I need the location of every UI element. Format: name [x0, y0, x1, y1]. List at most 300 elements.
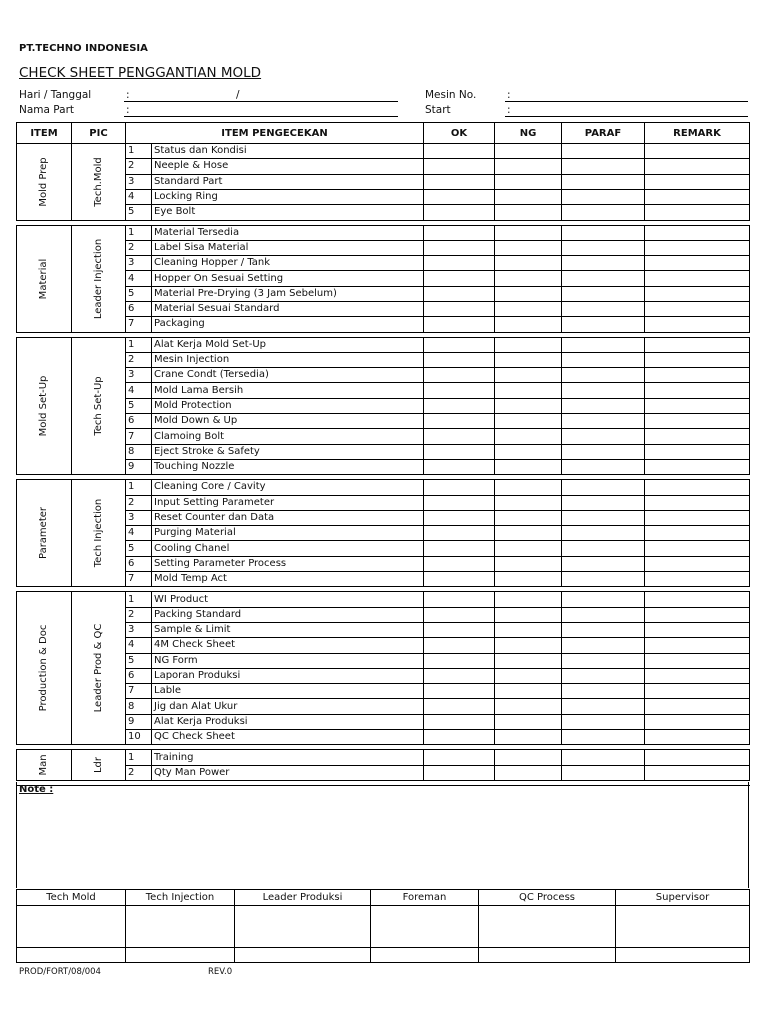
group-pic-label: Leader Injection: [92, 238, 104, 319]
check-item-label: Setting Parameter Process: [152, 556, 424, 571]
row-number: 5: [126, 541, 152, 556]
remark-cell[interactable]: [645, 159, 750, 174]
remark-cell[interactable]: [645, 750, 750, 765]
remark-cell[interactable]: [645, 429, 750, 444]
start-label: Start: [425, 104, 451, 116]
checklist-table-wrap: [16, 122, 749, 786]
sig-box-tech-injection[interactable]: [126, 906, 235, 948]
sig-box-leader-produksi[interactable]: [235, 906, 371, 948]
row-number: 4: [126, 526, 152, 541]
col-pic: PIC: [72, 123, 126, 144]
table-row: [17, 225, 750, 240]
paraf-cell[interactable]: [562, 271, 645, 286]
ok-cell[interactable]: [424, 174, 495, 189]
remark-cell[interactable]: [645, 668, 750, 683]
paraf-cell[interactable]: [562, 429, 645, 444]
ok-cell[interactable]: [424, 765, 495, 780]
paraf-cell[interactable]: [562, 189, 645, 204]
table-row: [17, 653, 750, 668]
group-item-label: Parameter: [38, 507, 49, 560]
remark-cell[interactable]: [645, 368, 750, 383]
group-item-cell: [17, 750, 72, 781]
ok-cell[interactable]: [424, 556, 495, 571]
row-number: 6: [126, 301, 152, 316]
ok-cell[interactable]: [424, 286, 495, 301]
hari-tanggal-field[interactable]: [124, 101, 398, 102]
ng-cell[interactable]: [495, 730, 562, 745]
sig-title-tech-mold: Tech Mold: [17, 890, 126, 906]
row-number: 7: [126, 572, 152, 587]
nama-part-colon: :: [126, 104, 130, 116]
table-row: [17, 256, 750, 271]
remark-cell[interactable]: [645, 730, 750, 745]
table-header-row: [17, 123, 750, 144]
ng-cell[interactable]: [495, 398, 562, 413]
ng-cell[interactable]: [495, 383, 562, 398]
ok-cell[interactable]: [424, 459, 495, 474]
date-slash: /: [236, 89, 240, 101]
ok-cell[interactable]: [424, 352, 495, 367]
ok-cell[interactable]: [424, 256, 495, 271]
ng-cell[interactable]: [495, 144, 562, 159]
ok-cell[interactable]: [424, 607, 495, 622]
ok-cell[interactable]: [424, 510, 495, 525]
check-item-label: Material Sesuai Standard: [152, 301, 424, 316]
table-row: [17, 714, 750, 729]
row-number: 5: [126, 205, 152, 220]
table-row: [17, 622, 750, 637]
paraf-cell[interactable]: [562, 414, 645, 429]
table-row: [17, 572, 750, 587]
ng-cell[interactable]: [495, 572, 562, 587]
check-item-label: Alat Kerja Produksi: [152, 714, 424, 729]
paraf-cell[interactable]: [562, 622, 645, 637]
group-pic-label: Tech Set-Up: [92, 376, 104, 436]
group-item-cell: [17, 480, 72, 587]
ok-cell[interactable]: [424, 541, 495, 556]
table-row: [17, 337, 750, 352]
ok-cell[interactable]: [424, 301, 495, 316]
ng-cell[interactable]: [495, 301, 562, 316]
table-row: [17, 240, 750, 255]
row-number: 3: [126, 256, 152, 271]
table-row: [17, 317, 750, 332]
revision: REV.0: [208, 967, 233, 977]
remark-cell[interactable]: [645, 556, 750, 571]
paraf-cell[interactable]: [562, 256, 645, 271]
ok-cell[interactable]: [424, 189, 495, 204]
signature-table: [16, 889, 750, 963]
row-number: 1: [126, 144, 152, 159]
check-item-label: Touching Nozzle: [152, 459, 424, 474]
row-number: 3: [126, 510, 152, 525]
sig-title-supervisor: Supervisor: [616, 890, 750, 906]
group-pic-label: Tech.Mold: [92, 157, 104, 207]
remark-cell[interactable]: [645, 286, 750, 301]
page-title: CHECK SHEET PENGGANTIAN MOLD: [19, 65, 262, 81]
ng-cell[interactable]: [495, 714, 562, 729]
note-label: Note :: [19, 784, 54, 795]
paraf-cell[interactable]: [562, 495, 645, 510]
sig-box-tech-mold[interactable]: [17, 906, 126, 948]
ng-cell[interactable]: [495, 429, 562, 444]
table-row: [17, 301, 750, 316]
paraf-cell[interactable]: [562, 444, 645, 459]
paraf-cell[interactable]: [562, 301, 645, 316]
ng-cell[interactable]: [495, 286, 562, 301]
ng-cell[interactable]: [495, 444, 562, 459]
remark-cell[interactable]: [645, 398, 750, 413]
ng-cell[interactable]: [495, 240, 562, 255]
paraf-cell[interactable]: [562, 317, 645, 332]
remark-cell[interactable]: [645, 526, 750, 541]
ng-cell[interactable]: [495, 337, 562, 352]
check-item-label: Locking Ring: [152, 189, 424, 204]
row-number: 7: [126, 317, 152, 332]
group-pic-label: Ldr: [92, 757, 104, 774]
paraf-cell[interactable]: [562, 144, 645, 159]
paraf-cell[interactable]: [562, 510, 645, 525]
ng-cell[interactable]: [495, 668, 562, 683]
ng-cell[interactable]: [495, 271, 562, 286]
remark-cell[interactable]: [645, 638, 750, 653]
ng-cell[interactable]: [495, 174, 562, 189]
ok-cell[interactable]: [424, 429, 495, 444]
table-row: [17, 750, 750, 765]
remark-cell[interactable]: [645, 607, 750, 622]
remark-cell[interactable]: [645, 495, 750, 510]
row-number: 2: [126, 495, 152, 510]
sig-box-supervisor[interactable]: [616, 906, 750, 948]
remark-cell[interactable]: [645, 714, 750, 729]
check-item-label: NG Form: [152, 653, 424, 668]
ng-cell[interactable]: [495, 541, 562, 556]
group-item-label: Man: [38, 754, 49, 776]
ng-cell[interactable]: [495, 699, 562, 714]
col-paraf: PARAF: [562, 123, 645, 144]
ng-cell[interactable]: [495, 159, 562, 174]
paraf-cell[interactable]: [562, 240, 645, 255]
check-item-label: Lable: [152, 684, 424, 699]
row-number: 2: [126, 352, 152, 367]
ng-cell[interactable]: [495, 526, 562, 541]
table-row: [17, 607, 750, 622]
ok-cell[interactable]: [424, 622, 495, 637]
nama-part-label: Nama Part: [19, 104, 75, 116]
group-pic-cell: [72, 592, 126, 745]
remark-cell[interactable]: [645, 256, 750, 271]
remark-cell[interactable]: [645, 592, 750, 607]
paraf-cell[interactable]: [562, 684, 645, 699]
ng-cell[interactable]: [495, 556, 562, 571]
ng-cell[interactable]: [495, 765, 562, 780]
company-name: PT.TECHNO INDONESIA: [19, 43, 148, 54]
ok-cell[interactable]: [424, 750, 495, 765]
remark-cell[interactable]: [645, 480, 750, 495]
ng-cell[interactable]: [495, 189, 562, 204]
sig-box-foreman[interactable]: [371, 906, 479, 948]
remark-cell[interactable]: [645, 684, 750, 699]
remark-cell[interactable]: [645, 622, 750, 637]
paraf-cell[interactable]: [562, 572, 645, 587]
signature-titles-row: [17, 890, 750, 906]
check-item-label: Neeple & Hose: [152, 159, 424, 174]
col-ok: OK: [424, 123, 495, 144]
ok-cell[interactable]: [424, 398, 495, 413]
sig-name-tech-mold[interactable]: [17, 948, 126, 963]
table-row: [17, 668, 750, 683]
check-item-label: Alat Kerja Mold Set-Up: [152, 337, 424, 352]
paraf-cell[interactable]: [562, 668, 645, 683]
group-pic-cell: [72, 480, 126, 587]
ok-cell[interactable]: [424, 205, 495, 220]
row-number: 1: [126, 750, 152, 765]
note-area[interactable]: [16, 782, 749, 888]
paraf-cell[interactable]: [562, 765, 645, 780]
remark-cell[interactable]: [645, 383, 750, 398]
remark-cell[interactable]: [645, 189, 750, 204]
check-item-label: Mold Temp Act: [152, 572, 424, 587]
check-item-label: Material Tersedia: [152, 225, 424, 240]
remark-cell[interactable]: [645, 144, 750, 159]
paraf-cell[interactable]: [562, 352, 645, 367]
table-row: [17, 144, 750, 159]
row-number: 3: [126, 368, 152, 383]
row-number: 2: [126, 765, 152, 780]
group-item-label: Mold Set-Up: [38, 375, 49, 437]
row-number: 9: [126, 714, 152, 729]
paraf-cell[interactable]: [562, 174, 645, 189]
sig-name-foreman[interactable]: [371, 948, 479, 963]
group-item-cell: [17, 592, 72, 745]
ok-cell[interactable]: [424, 240, 495, 255]
row-number: 5: [126, 286, 152, 301]
ng-cell[interactable]: [495, 414, 562, 429]
paraf-cell[interactable]: [562, 556, 645, 571]
ng-cell[interactable]: [495, 459, 562, 474]
paraf-cell[interactable]: [562, 337, 645, 352]
remark-cell[interactable]: [645, 317, 750, 332]
ok-cell[interactable]: [424, 317, 495, 332]
table-row: [17, 592, 750, 607]
check-item-label: Cooling Chanel: [152, 541, 424, 556]
paraf-cell[interactable]: [562, 159, 645, 174]
ng-cell[interactable]: [495, 480, 562, 495]
remark-cell[interactable]: [645, 240, 750, 255]
remark-cell[interactable]: [645, 765, 750, 780]
sig-name-supervisor[interactable]: [616, 948, 750, 963]
row-number: 3: [126, 622, 152, 637]
ng-cell[interactable]: [495, 750, 562, 765]
paraf-cell[interactable]: [562, 383, 645, 398]
ok-cell[interactable]: [424, 159, 495, 174]
start-field[interactable]: [505, 116, 748, 117]
remark-cell[interactable]: [645, 541, 750, 556]
row-number: 7: [126, 684, 152, 699]
ok-cell[interactable]: [424, 271, 495, 286]
ng-cell[interactable]: [495, 638, 562, 653]
row-number: 5: [126, 653, 152, 668]
ok-cell[interactable]: [424, 572, 495, 587]
remark-cell[interactable]: [645, 414, 750, 429]
ok-cell[interactable]: [424, 480, 495, 495]
paraf-cell[interactable]: [562, 480, 645, 495]
paraf-cell[interactable]: [562, 398, 645, 413]
row-number: 6: [126, 414, 152, 429]
form-number: PROD/FORT/08/004: [19, 967, 101, 977]
remark-cell[interactable]: [645, 225, 750, 240]
remark-cell[interactable]: [645, 352, 750, 367]
table-row: [17, 286, 750, 301]
remark-cell[interactable]: [645, 699, 750, 714]
check-item-label: Laporan Produksi: [152, 668, 424, 683]
group-pic-label: Leader Prod & QC: [92, 624, 104, 713]
sig-title-leader-produksi: Leader Produksi: [235, 890, 371, 906]
ok-cell[interactable]: [424, 684, 495, 699]
paraf-cell[interactable]: [562, 638, 645, 653]
group-pic-cell: [72, 750, 126, 781]
paraf-cell[interactable]: [562, 592, 645, 607]
mesin-no-field[interactable]: [505, 101, 748, 102]
check-item-label: Input Setting Parameter: [152, 495, 424, 510]
check-item-label: Eye Bolt: [152, 205, 424, 220]
row-number: 6: [126, 668, 152, 683]
ng-cell[interactable]: [495, 205, 562, 220]
remark-cell[interactable]: [645, 205, 750, 220]
check-item-label: Clamoing Bolt: [152, 429, 424, 444]
ok-cell[interactable]: [424, 144, 495, 159]
paraf-cell[interactable]: [562, 607, 645, 622]
remark-cell[interactable]: [645, 653, 750, 668]
ok-cell[interactable]: [424, 730, 495, 745]
table-row: [17, 383, 750, 398]
ng-cell[interactable]: [495, 607, 562, 622]
ok-cell[interactable]: [424, 638, 495, 653]
check-item-label: 4M Check Sheet: [152, 638, 424, 653]
col-remark: REMARK: [645, 123, 750, 144]
ok-cell[interactable]: [424, 444, 495, 459]
remark-cell[interactable]: [645, 337, 750, 352]
group-item-cell: [17, 337, 72, 475]
check-item-label: QC Check Sheet: [152, 730, 424, 745]
row-number: 9: [126, 459, 152, 474]
group-item-label: Production & Doc: [38, 625, 49, 712]
check-item-label: Mold Protection: [152, 398, 424, 413]
check-item-label: Packaging: [152, 317, 424, 332]
row-number: 6: [126, 556, 152, 571]
paraf-cell[interactable]: [562, 205, 645, 220]
sig-name-tech-injection[interactable]: [126, 948, 235, 963]
nama-part-field[interactable]: [124, 116, 398, 117]
paraf-cell[interactable]: [562, 714, 645, 729]
paraf-cell[interactable]: [562, 699, 645, 714]
ng-cell[interactable]: [495, 256, 562, 271]
sig-name-leader-produksi[interactable]: [235, 948, 371, 963]
ng-cell[interactable]: [495, 653, 562, 668]
ok-cell[interactable]: [424, 337, 495, 352]
ng-cell[interactable]: [495, 317, 562, 332]
remark-cell[interactable]: [645, 301, 750, 316]
ok-cell[interactable]: [424, 714, 495, 729]
ng-cell[interactable]: [495, 495, 562, 510]
check-item-label: Reset Counter dan Data: [152, 510, 424, 525]
row-number: 1: [126, 592, 152, 607]
group-item-cell: [17, 144, 72, 221]
table-row: [17, 368, 750, 383]
ng-cell[interactable]: [495, 592, 562, 607]
checklist-body: [17, 144, 750, 786]
ng-cell[interactable]: [495, 510, 562, 525]
ok-cell[interactable]: [424, 668, 495, 683]
table-row: [17, 541, 750, 556]
row-number: 2: [126, 240, 152, 255]
paraf-cell[interactable]: [562, 541, 645, 556]
sig-title-foreman: Foreman: [371, 890, 479, 906]
paraf-cell[interactable]: [562, 526, 645, 541]
signature-table-wrap: [16, 889, 749, 963]
remark-cell[interactable]: [645, 572, 750, 587]
table-row: [17, 459, 750, 474]
paraf-cell[interactable]: [562, 368, 645, 383]
paraf-cell[interactable]: [562, 225, 645, 240]
paraf-cell[interactable]: [562, 286, 645, 301]
paraf-cell[interactable]: [562, 750, 645, 765]
group-item-label: Mold Prep: [38, 157, 49, 207]
group-item-label: Material: [38, 258, 49, 299]
check-item-label: Qty Man Power: [152, 765, 424, 780]
ok-cell[interactable]: [424, 495, 495, 510]
signature-names-row: [17, 948, 750, 963]
remark-cell[interactable]: [645, 271, 750, 286]
sig-name-qc-process[interactable]: [479, 948, 616, 963]
table-row: [17, 699, 750, 714]
ok-cell[interactable]: [424, 225, 495, 240]
ng-cell[interactable]: [495, 225, 562, 240]
checklist-table: [16, 122, 750, 786]
check-item-label: Eject Stroke & Safety: [152, 444, 424, 459]
group-pic-cell: [72, 144, 126, 221]
remark-cell[interactable]: [645, 510, 750, 525]
table-row: [17, 271, 750, 286]
sig-box-qc-process[interactable]: [479, 906, 616, 948]
ng-cell[interactable]: [495, 352, 562, 367]
remark-cell[interactable]: [645, 174, 750, 189]
ng-cell[interactable]: [495, 368, 562, 383]
row-number: 10: [126, 730, 152, 745]
ok-cell[interactable]: [424, 699, 495, 714]
paraf-cell[interactable]: [562, 653, 645, 668]
ok-cell[interactable]: [424, 368, 495, 383]
paraf-cell[interactable]: [562, 730, 645, 745]
table-row: [17, 159, 750, 174]
row-number: 4: [126, 189, 152, 204]
ok-cell[interactable]: [424, 653, 495, 668]
table-row: [17, 510, 750, 525]
paraf-cell[interactable]: [562, 459, 645, 474]
mesin-colon: :: [507, 89, 511, 101]
ok-cell[interactable]: [424, 383, 495, 398]
ok-cell[interactable]: [424, 526, 495, 541]
row-number: 3: [126, 174, 152, 189]
row-number: 7: [126, 429, 152, 444]
ok-cell[interactable]: [424, 592, 495, 607]
ok-cell[interactable]: [424, 414, 495, 429]
check-item-label: Training: [152, 750, 424, 765]
remark-cell[interactable]: [645, 459, 750, 474]
ng-cell[interactable]: [495, 622, 562, 637]
remark-cell[interactable]: [645, 444, 750, 459]
ng-cell[interactable]: [495, 684, 562, 699]
